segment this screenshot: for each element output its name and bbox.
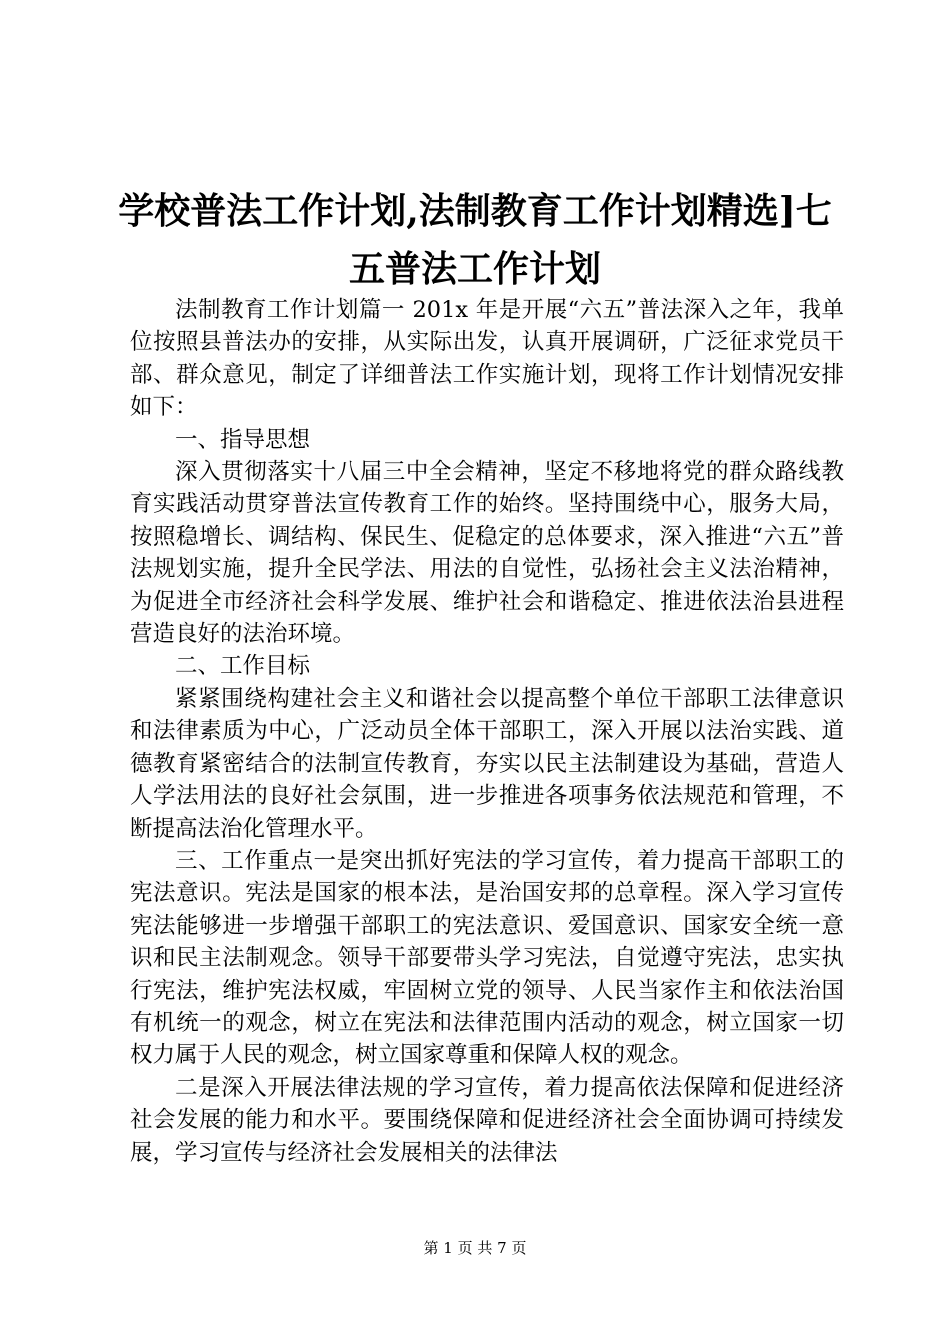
section-heading-guiding-thought: 一、指导思想 bbox=[175, 426, 311, 453]
paragraph-work-focus-one: 三、工作重点一是突出抓好宪法的学习宣传，着力提高干部职工的宪法意识。宪法是国家的根本法，是治国安邦的总章程。深入学习宣传宪法能够进一步增强干部职工的宪法意识、爱国意识、国家安全统一意识和民主法制观念。领导干部要带头学习宪法，自觉遵守宪法，忠实执行宪法，维护宪法权威，牢固树立党的领导、人民当家作主和依法治国有机统一的观念，树立在宪法和法律范围内活动的观念，树立国家一切权力属于人民的观念，树立国家尊重和保障人权的观念。 bbox=[130, 847, 844, 1069]
paragraph-intro: 法制教育工作计划篇一 201x 年是开展“六五”普法深入之年，我单位按照县普法办的安排，从实际出发，认真开展调研，广泛征求党员干部、群众意见，制定了详细普法工作实施计划，现将工作计划情况安排如下： bbox=[130, 297, 844, 421]
paragraph-guiding-thought: 深入贯彻落实十八届三中全会精神，坚定不移地将党的群众路线教育实践活动贯穿普法宣传教育工作的始终。坚持围绕中心，服务大局，按照稳增长、调结构、保民生、促稳定的总体要求，深入推进“六五”普法规划实施，提升全民学法、用法的自觉性，弘扬社会主义法治精神，为促进全市经济社会科学发展、维护社会和谐稳定、推进依法治县进程营造良好的法治环境。 bbox=[130, 459, 844, 648]
paragraph-work-goals: 紧紧围绕构建社会主义和谐社会以提高整个单位干部职工法律意识和法律素质为中心，广泛动员全体干部职工，深入开展以法治实践、道德教育紧密结合的法制宣传教育，夯实以民主法制建设为基础，营造人人学法用法的良好社会氛围，进一步推进各项事务依法规范和管理，不断提高法治化管理水平。 bbox=[130, 685, 844, 842]
document-title: 学校普法工作计划,法制教育工作计划精选]七五普法工作计划 bbox=[118, 190, 832, 291]
section-heading-work-goals: 二、工作目标 bbox=[175, 653, 311, 680]
paragraph-work-focus-two: 二是深入开展法律法规的学习宣传，着力提高依法保障和促进经济社会发展的能力和水平。要围绕保障和促进经济社会全面协调可持续发展，学习宣传与经济社会发展相关的法律法 bbox=[130, 1074, 844, 1166]
page-number-footer: 第 1 页 共 7 页 bbox=[423, 1239, 527, 1257]
document-body bbox=[130, 294, 844, 1169]
